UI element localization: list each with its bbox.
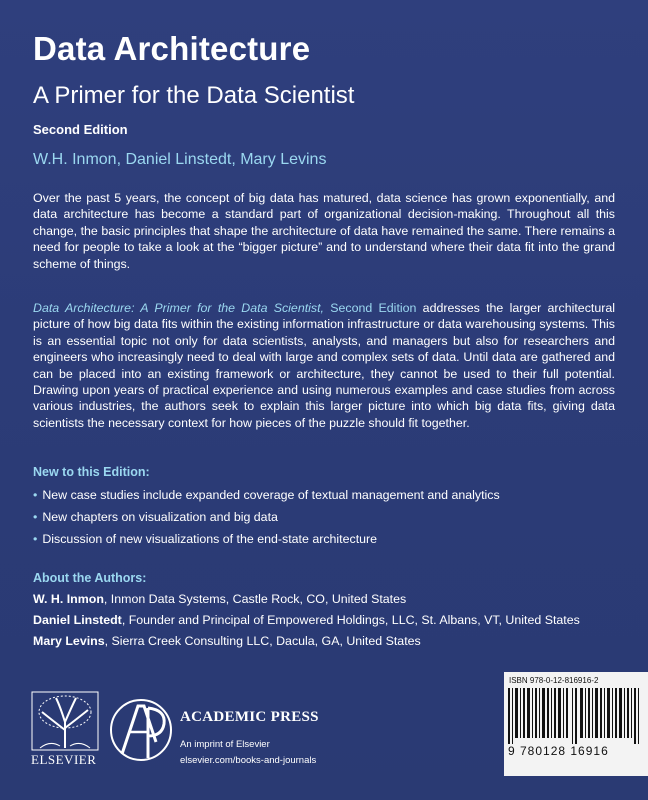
academic-press-logo-icon (108, 692, 174, 772)
list-item: • New chapters on visualization and big data (33, 510, 278, 524)
book-authors: W.H. Inmon, Daniel Linstedt, Mary Levins (33, 151, 327, 168)
about-authors-list (33, 592, 580, 655)
book-subtitle: A Primer for the Data Scientist (33, 82, 355, 109)
list-item: • Discussion of new visualizations of the end-state architecture (33, 532, 378, 546)
book-title: Data Architecture (33, 30, 311, 67)
elsevier-wordmark: ELSEVIER (31, 752, 97, 767)
publisher-website: elsevier.com/books-and-journals (180, 755, 317, 766)
barcode-bars-icon (506, 688, 646, 744)
bullet-icon: • (33, 488, 38, 502)
isbn-text: ISBN 978-0-12-816916-2 (509, 676, 599, 685)
list-item (33, 613, 580, 634)
book-edition: Second Edition (33, 122, 128, 137)
list-item: • New case studies include expanded coverage of textual management and analytics (33, 488, 500, 502)
bullet-icon: • (33, 532, 38, 546)
author-name: Mary Levins (33, 634, 105, 648)
description-paragraph-2 (33, 300, 615, 431)
bullet-icon: • (33, 510, 38, 524)
author-detail: , Inmon Data Systems, Castle Rock, CO, United States (103, 592, 407, 606)
description-paragraph-2-text: addresses the larger architectural picture of how big data fits within the existing information infrastructure or data warehousing systems. This is an essential topic not only for data scientists, analysts, and managers but also for researchers and engineers who increasingly need to deal with large and complex sets of data. Until data are gathered and can be placed into an existing framework or architecture, they cannot be used to their full potential. Drawing upon years of practical experience and using numerous examples and case studies from across various industries, the authors seek to explain this larger picture into which big data fits, giving data scientists the necessary context for how pieces of the puzzle should fit together. (33, 301, 615, 430)
about-authors-heading: About the Authors: (33, 571, 147, 585)
author-detail: , Sierra Creek Consulting LLC, Dacula, GA, United States (104, 634, 421, 648)
book-title-reference: Data Architecture: A Primer for the Data Scientist, (33, 301, 324, 315)
academic-press-name: ACADEMIC PRESS (180, 709, 319, 725)
author-name: Daniel Linstedt (33, 613, 122, 627)
list-item (33, 634, 580, 655)
author-name: W. H. Inmon (33, 592, 104, 606)
new-edition-heading: New to this Edition: (33, 465, 150, 479)
imprint-text: An imprint of Elsevier (180, 739, 270, 750)
author-detail: , Founder and Principal of Empowered Holdings, LLC, St. Albans, VT, United States (121, 613, 580, 627)
barcode-digits: 9 780128 16916 (508, 744, 609, 758)
description-paragraph-1: Over the past 5 years, the concept of big data has matured, data science has grown exponentially, and data architecture has become a standard part of organizational decision-making. Throughout all this change, the basic principles that shape the architecture of data have remained the same. There remains a need for people to take a look at the “bigger picture” and to understand where their data fit into the grand scheme of things. (33, 191, 615, 271)
list-item (33, 592, 580, 613)
new-edition-list (33, 488, 500, 554)
edition-reference: Second Edition (324, 301, 417, 315)
